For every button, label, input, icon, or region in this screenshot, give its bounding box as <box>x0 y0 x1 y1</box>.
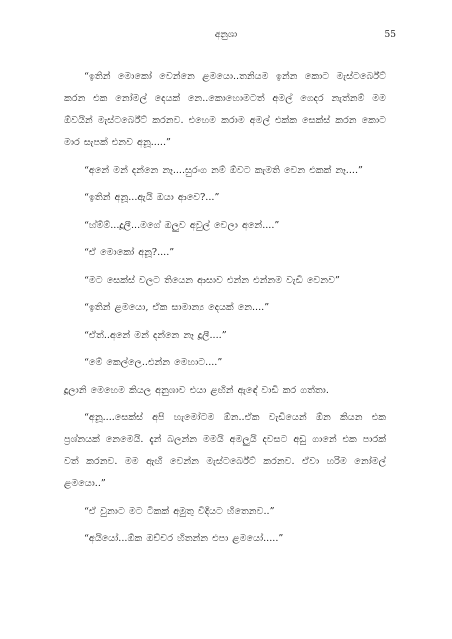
body-text <box>64 66 386 556</box>
paragraph: දූලානි මෙහෙම කියල අනුශාව එයා ළඟින් ඇඳේ වාඩි කර ගත්තා. <box>64 384 329 396</box>
paragraph: “ඒත්..අනේ මන් දන්නෙ නෑ දූලී....” <box>84 329 227 341</box>
paragraph: “අයියෝ...ඕක ඔච්චර හිතන්න එපා ළමයෝ.....” <box>84 533 284 544</box>
paragraph: “ඒ වුනාට මට ටිකක් අමුතු විදියට හිතෙනව..” <box>84 505 275 517</box>
paragraph: “හ්ම්ම්...දූලී...මගේ ඔලුව අවුල් වෙලා අනේ....” <box>84 219 280 231</box>
paragraph: “අනේ මන් දන්නෙ නෑ....සුරංග නම් ඕවට කැමති වෙන එකක් නෑ....” <box>84 164 363 176</box>
paragraph: “ඒ මොකෝ අනූ?....” <box>84 247 175 258</box>
paragraph: “ඉතින් මොකෝ වෙන්නෙ ළමයො..තනියම ඉන්න කොට මැස්ටර්බේට් කරන එක නෝමල් දෙයක් නෙ..කොහොමටත් අමල් ගෙදර නැත්නම් මම ඕවයින් මැස්ටර්බේට් කරනව. එහෙම කරාම අමල් එක්ක සෙක්ස් කරන කොට මාර සැපක් එනව අනූ.....” <box>64 71 386 148</box>
paragraph: “අනූ....සෙක්ස් අපි හැමෝටම ඕන..ඒක වැඩියෙන් ඕන කියන එක ප්‍රශ්නයක් නෙමෙයි. දැන් බලන්න මමයි අමලුයි දවසට අඩු ගානේ එක පාරක් වත් කරනව. මම ඇඟි වෙන්න මැස්ටර්බේට් කරනව. ඒවා හරිම නෝමල් ළමයො..” <box>64 412 386 489</box>
paragraph: “මට සෙක්ස් වලට තියෙන ආසාව එන්න එන්නම වැඩි වෙනව” <box>84 274 340 286</box>
page-number: 55 <box>384 30 396 40</box>
paragraph: “ඉතින් ළමයො, ඒක සාමාන්‍ය දෙයක් නෙ....” <box>84 302 270 313</box>
paragraph: “ඉතින් අනූ...ඇයි ඔයා ආවෙ?...” <box>84 192 220 203</box>
paragraph: “මේ කෙල්ලෙ..එන්න මෙහාට....” <box>84 357 223 368</box>
running-header <box>0 30 452 46</box>
running-title: අනුශා <box>214 30 238 40</box>
